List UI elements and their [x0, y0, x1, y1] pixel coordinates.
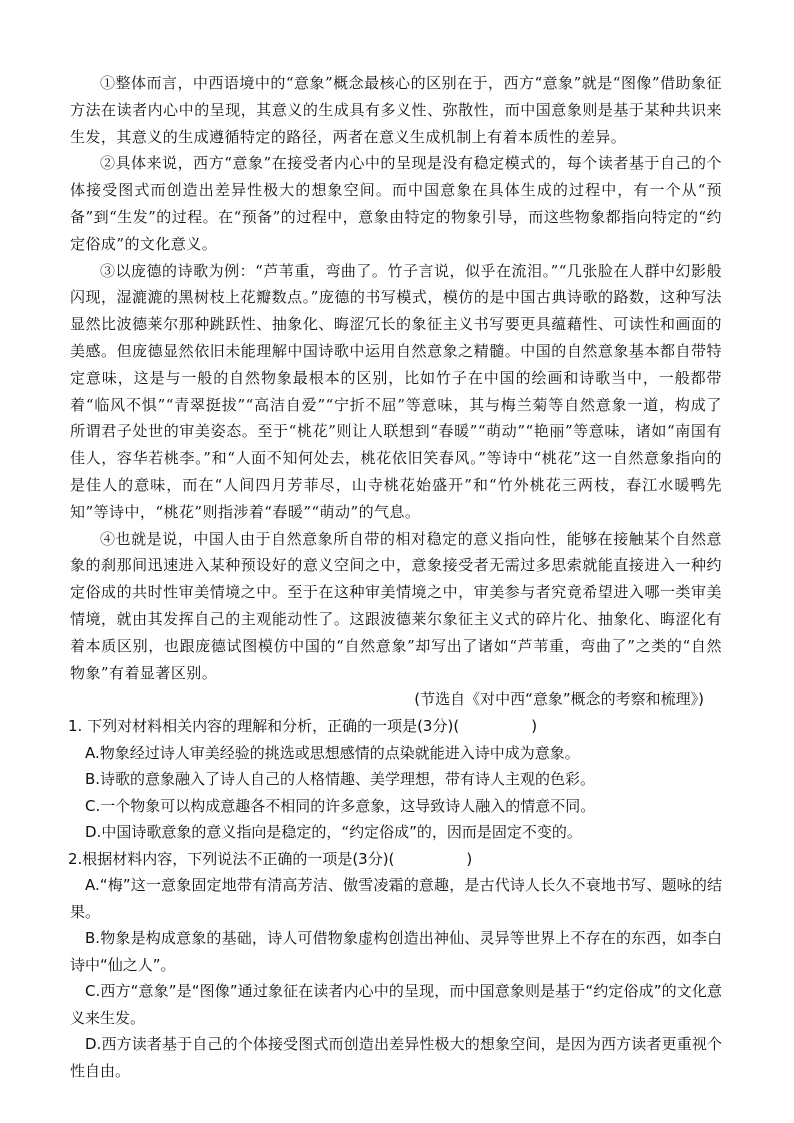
question-stem — [70, 846, 722, 873]
option-b: B.物象是构成意象的基础，诗人可借物象虚构创造出神仙、灵异等世界上不存在的东西，如李白诗中“仙之人”。 — [70, 929, 722, 974]
option-a: A.“梅”这一意象固定地带有清高芳洁、傲雪凌霜的意趣，是古代诗人长久不衰地书写、题咏的结果。 — [70, 876, 722, 921]
question-stem-close: ) — [531, 717, 538, 736]
option-c: C.一个物象可以构成意趣各不相同的许多意象，这导致诗人融入的情意不同。 — [85, 796, 596, 815]
option-b: B.诗歌的意象融入了诗人自己的人格情趣、美学理想，带有诗人主观的色彩。 — [85, 770, 596, 789]
question-stem-close: ) — [466, 849, 473, 868]
passage-source: (节选自《对中西“意象”概念的考察和梳理》) — [414, 690, 704, 709]
option-c: C.西方“意象”是“图像”通过象征在读者内心中的呈现，而中国意象则是基于“约定俗成”的文化意义来生发。 — [70, 982, 722, 1027]
option-d: D.西方读者基于自己的个体接受图式而创造出差异性极大的想象空间，是因为西方读者更重视个性自由。 — [70, 1035, 722, 1080]
passage-paragraph-2: ②具体来说，西方“意象”在接受者内心中的呈现是没有稳定模式的，每个读者基于自己的个体接受图式而创造出差异性极大的想象空间。而中国意象在具体生成的过程中，有一个从“预备”到“生发”的过程。在“预备”的过程中，意象由特定的物象引导，而这些物象都指向特定的“约定俗成”的文化意义。 — [70, 154, 722, 253]
question-2 — [70, 846, 722, 1085]
option-a: A.物象经过诗人审美经验的挑选或思想感情的点染就能进入诗中成为意象。 — [85, 743, 580, 762]
question-stem-text: 1. 下列对材料相关内容的理解和分析，正确的一项是(3分)( — [68, 717, 460, 736]
question-1 — [70, 713, 722, 846]
question-stem — [70, 713, 722, 740]
question-list — [70, 713, 722, 1084]
passage-paragraph-4: ④也就是说，中国人由于自然意象所自带的相对稳定的意义指向性，能够在接触某个自然意象的刹那间迅速进入某种预设好的意义空间之中，意象接受者无需过多思索就能直接进入一种约定俗成的共时性审美情境之中。至于在这种审美情境之中，审美参与者究竟希望进入哪一类审美情境，就由其发挥自己的主观能动性了。这跟波德莱尔象征主义式的碎片化、抽象化、晦涩化有着本质区别，也跟庞德试图模仿中国的“自然意象”却写出了诸如“芦苇重，弯曲了”之类的“自然物象”有着显著区别。 — [70, 529, 722, 682]
option-d: D.中国诗歌意象的意义指向是稳定的，“约定俗成”的，因而是固定不变的。 — [85, 823, 582, 842]
reading-passage — [70, 70, 722, 686]
question-stem-text: 2.根据材料内容，下列说法不正确的一项是(3分)( — [68, 849, 395, 868]
passage-paragraph-1: ①整体而言，中西语境中的“意象”概念最核心的区别在于，西方“意象”就是“图像”借助象征方法在读者内心中的呈现，其意义的生成具有多义性、弥散性，而中国意象则是基于某种共识来生发，其意义的生成遵循特定的路径，两者在意义生成机制上有着本质性的差异。 — [70, 74, 722, 146]
passage-paragraph-3: ③以庞德的诗歌为例：“芦苇重，弯曲了。竹子言说，似乎在流泪。”“几张脸在人群中幻影般闪现，湿漉漉的黑树枝上花瓣数点。”庞德的书写模式，模仿的是中国古典诗歌的路数，这种写法显然比波德莱尔那种跳跃性、抽象化、晦涩冗长的象征主义书写要更具蕴藉性、可读性和画面的美感。但庞德显然依旧未能理解中国诗歌中运用自然意象之精髓。中国的自然意象基本都自带特定意味，这是与一般的自然物象最根本的区别，比如竹子在中国的绘画和诗歌当中，一般都带着“临风不惧”“青翠挺拔”“高洁自爱”“宁折不屈”等意味，其与梅兰菊等自然意象一道，构成了所谓君子处世的审美姿态。至于“桃花”则让人联想到“春暖”“萌动”“艳丽”等意味，诸如“南国有佳人，容华若桃李。”和“人面不知何处去，桃花依旧笑春风。”等诗中“桃花”这一自然意象指向的是佳人的意味，而在“人间四月芳菲尽，山寺桃花始盛开”和“竹外桃花三两枝，春江水暖鸭先知”等诗中，“桃花”则指涉着“春暖”“萌动”的气息。 — [70, 261, 722, 521]
